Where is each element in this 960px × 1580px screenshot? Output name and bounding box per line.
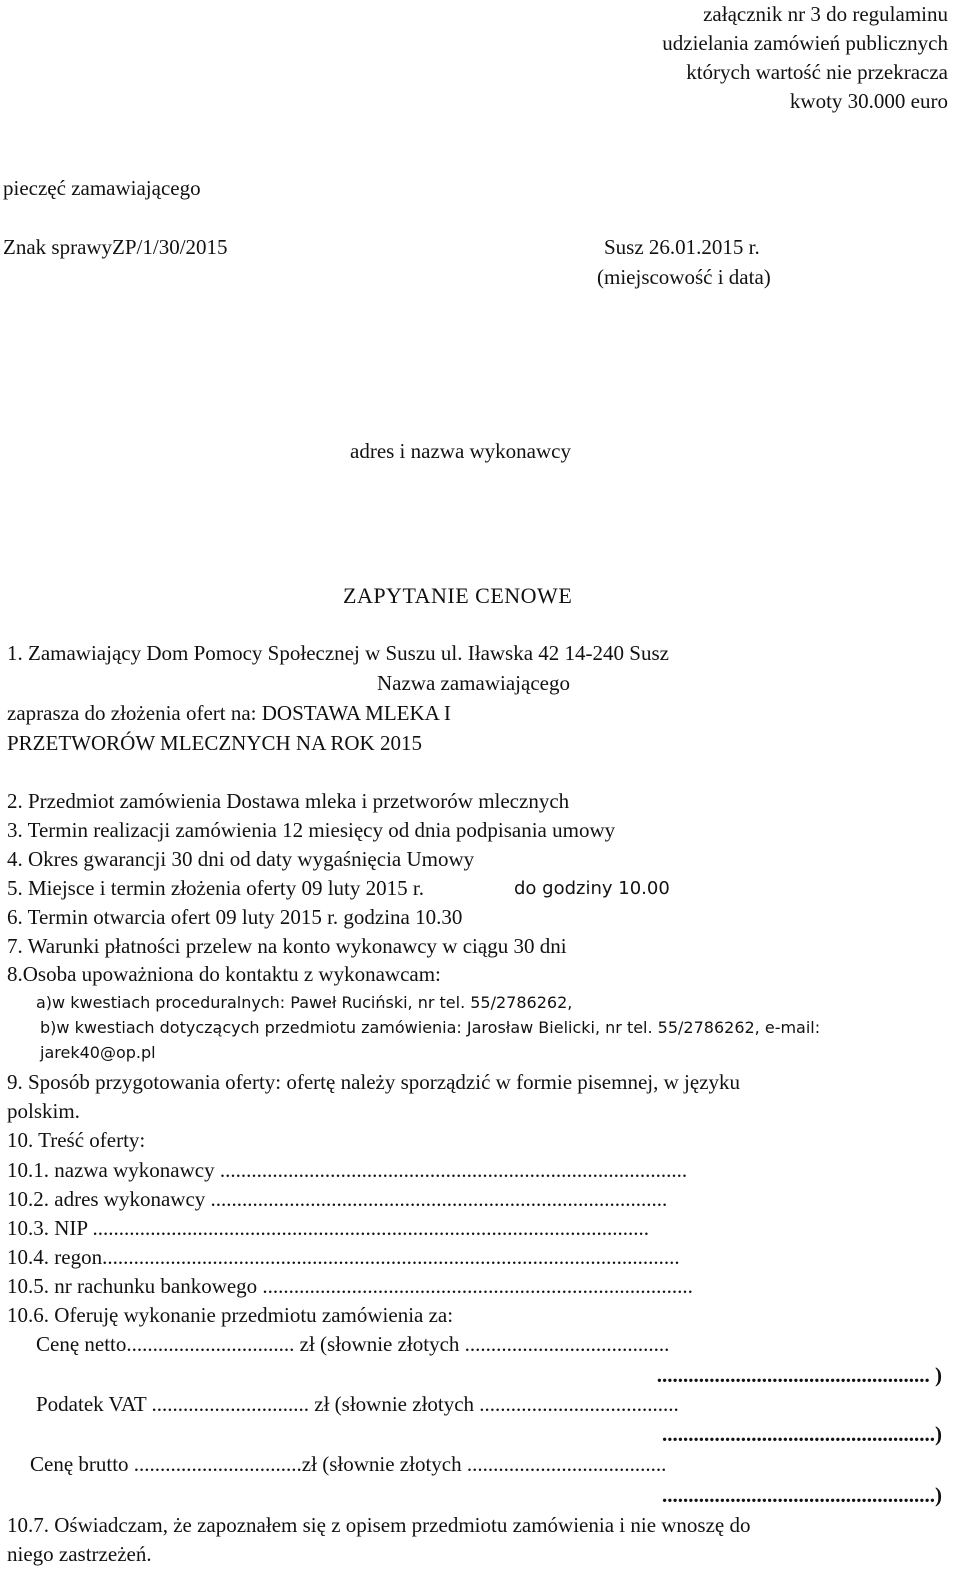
item-8: 8.Osoba upoważniona do kontaktu z wykonawcam: — [7, 962, 441, 986]
item-10: 10. Treść oferty: — [7, 1128, 146, 1152]
header-line-3: których wartość nie przekracza — [686, 60, 948, 84]
form-10-3: 10.3. NIP .......................................................................................................... — [7, 1216, 650, 1240]
case-number: Znak sprawyZP/1/30/2015 — [3, 235, 228, 259]
form-10-7-line-1: 10.7. Oświadczam, że zapoznałem się z opisem przedmiotu zamówienia i nie wnoszę do — [7, 1513, 751, 1537]
p1-line-1: 1. Zamawiający Dom Pomocy Społecznej w Suszu ul. Iławska 42 14-240 Susz — [7, 641, 669, 665]
item-3: 3. Termin realizacji zamówienia 12 miesięcy od dnia podpisania umowy — [7, 818, 616, 842]
stamp-label: pieczęć zamawiającego — [3, 176, 201, 200]
item-8c: jarek40@op.pl — [40, 1043, 156, 1062]
gross-price-continuation: ....................................................) — [662, 1483, 942, 1507]
form-10-2: 10.2. adres wykonawcy ....................................................................................... — [7, 1187, 668, 1211]
header-line-2: udzielania zamówień publicznych — [662, 31, 948, 55]
contractor-label: adres i nazwa wykonawcy — [350, 439, 571, 463]
item-8a: a)w kwestiach proceduralnych: Paweł Ruciński, nr tel. 55/2786262, — [36, 993, 573, 1012]
vat-line: Podatek VAT .............................. zł (słownie złotych ...................................... — [36, 1392, 679, 1416]
document-title: ZAPYTANIE CENOWE — [343, 583, 573, 608]
place-date: Susz 26.01.2015 r. — [604, 235, 760, 259]
item-5-time: do godziny 10.00 — [514, 878, 670, 899]
form-10-5: 10.5. nr rachunku bankowego .................................................................................. — [7, 1274, 693, 1298]
item-7: 7. Warunki płatności przelew na konto wykonawcy w ciągu 30 dni — [7, 934, 567, 958]
item-8b: b)w kwestiach dotyczących przedmiotu zamówienia: Jarosław Bielicki, nr tel. 55/2786262, e-mail: — [40, 1018, 821, 1037]
item-9-line-1: 9. Sposób przygotowania oferty: ofertę należy sporządzić w formie pisemnej, w języku — [7, 1070, 741, 1094]
item-5: 5. Miejsce i termin złożenia oferty 09 luty 2015 r. — [7, 876, 424, 900]
item-6: 6. Termin otwarcia ofert 09 luty 2015 r. godzina 10.30 — [7, 905, 463, 929]
vat-continuation: ....................................................) — [662, 1422, 942, 1446]
header-line-1: załącznik nr 3 do regulaminu — [703, 2, 948, 26]
form-10-7-line-2: niego zastrzeżeń. — [7, 1542, 152, 1566]
form-10-1: 10.1. nazwa wykonawcy ......................................................................................... — [7, 1158, 688, 1182]
net-price-continuation: .................................................... ) — [656, 1363, 942, 1387]
form-10-6: 10.6. Oferuję wykonanie przedmiotu zamówienia za: — [7, 1303, 454, 1327]
p1-line-2: Nazwa zamawiającego — [377, 671, 570, 695]
form-10-4: 10.4. regon.............................................................................................................. — [7, 1245, 680, 1269]
item-4: 4. Okres gwarancji 30 dni od daty wygaśnięcia Umowy — [7, 847, 475, 871]
gross-price-line: Cenę brutto ................................zł (słownie złotych ...................................... — [30, 1452, 667, 1476]
item-2: 2. Przedmiot zamówienia Dostawa mleka i przetworów mlecznych — [7, 789, 570, 813]
item-9-line-2: polskim. — [7, 1099, 80, 1123]
net-price-line: Cenę netto................................ zł (słownie złotych ....................................... — [36, 1332, 670, 1356]
place-date-label: (miejscowość i data) — [597, 265, 771, 289]
p1-line-3: zaprasza do złożenia ofert na: DOSTAWA MLEKA I — [7, 701, 451, 725]
p1-line-4: PRZETWORÓW MLECZNYCH NA ROK 2015 — [7, 731, 422, 755]
header-line-4: kwoty 30.000 euro — [789, 89, 948, 113]
